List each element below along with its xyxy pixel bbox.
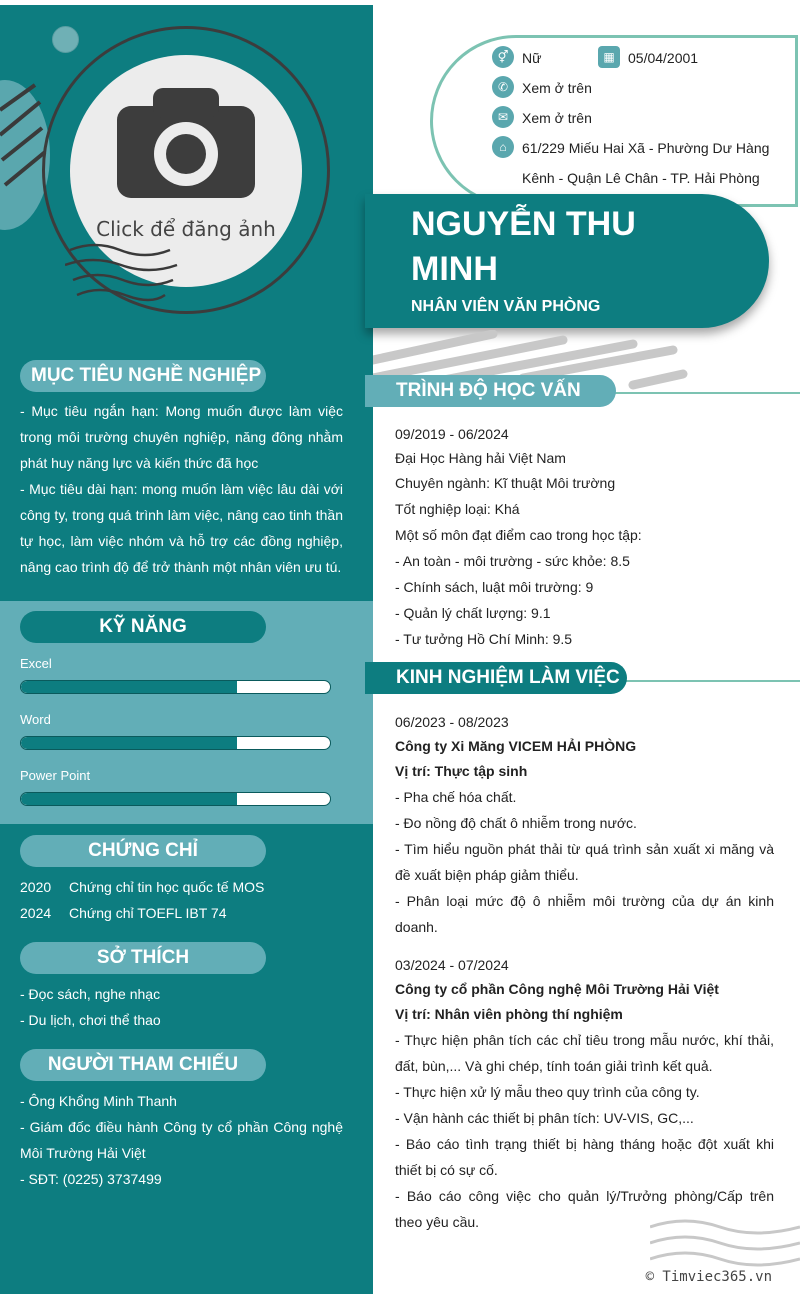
candidate-name (411, 202, 731, 292)
home-icon: ⌂ (492, 136, 514, 158)
footer-credit: © Timviec365.vn (645, 1269, 772, 1285)
certificate-year: 2020 (20, 879, 52, 895)
reference-item: - Giám đốc điều hành Công ty cổ phần Công nghệ Môi Trường Hải Việt (20, 1119, 343, 1161)
job-company: Công ty Xi Măng VICEM HẢI PHÒNG (395, 738, 637, 754)
references-heading (20, 1049, 266, 1081)
name-banner (365, 194, 769, 328)
contact-email: Xem ở trên (522, 110, 592, 126)
skill-label-excel: Excel (20, 656, 52, 671)
skill-label-powerpoint: Power Point (20, 768, 91, 783)
decorative-dot (52, 26, 79, 53)
skill-bar-fill (21, 681, 237, 693)
contact-gender: Nữ (522, 50, 542, 66)
experience-title: KINH NGHIỆM LÀM VIỆC (396, 667, 620, 688)
education-subject: - Tư tưởng Hồ Chí Minh: 9.5 (395, 631, 573, 647)
skills-title: KỸ NĂNG (99, 616, 187, 637)
name-line-1: NGUYỄN THU (411, 205, 636, 243)
certificate-row (20, 905, 227, 921)
education-subjects-intro: Một số môn đạt điểm cao trong học tập: (395, 527, 642, 543)
objective-text: - Mục tiêu ngắn hạn: Mong muốn được làm việc trong môi trường chuyên nghiệp, năng đông nhằm phát huy năng lực và kiến thức đã học - Mục tiêu dài hạn: mong muốn làm việc lâu dài với công ty, trong quá trình làm việc, nâng cao tinh thần tự học, làm việc nhóm và hỗ trợ các đồng nghiệp, nâng cao trình độ để trở thành một nhân viên ưu tú. (20, 403, 343, 575)
skills-heading (20, 611, 266, 643)
education-period: 09/2019 - 06/2024 (395, 426, 509, 442)
certificate-row (20, 879, 264, 895)
education-subject: - Quản lý chất lượng: 9.1 (395, 605, 551, 621)
job-task: - Tìm hiểu nguồn phát thải từ quá trình sản xuất xi măng và đề xuất biện pháp giảm thiểu. (395, 841, 774, 883)
certificates-heading (20, 835, 266, 867)
education-title: TRÌNH ĐỘ HỌC VẤN (396, 380, 581, 401)
job-company: Công ty cổ phần Công nghệ Môi Trường Hải Việt (395, 981, 719, 997)
hobby-item: - Du lịch, chơi thể thao (20, 1012, 161, 1028)
decorative-postmark-lines (65, 240, 185, 310)
job-task: - Vận hành các thiết bị phân tích: UV-VIS, GC,... (395, 1110, 694, 1126)
education-grade: Tốt nghiệp loại: Khá (395, 501, 520, 517)
hobbies-heading (20, 942, 266, 974)
gender-icon: ⚥ (492, 46, 514, 68)
skill-bar-fill (21, 793, 237, 805)
job-task: - Pha chế hóa chất. (395, 789, 517, 805)
hobby-item: - Đọc sách, nghe nhạc (20, 986, 161, 1002)
job-task: - Báo cáo công việc cho quản lý/Trưởng phòng/Cấp trên theo yêu cầu. (395, 1188, 774, 1230)
hobbies-title: SỞ THÍCH (96, 947, 190, 968)
job-task: - Đo nồng độ chất ô nhiễm trong nước. (395, 815, 637, 831)
certificates-title: CHỨNG CHỈ (88, 840, 198, 861)
name-line-2: MINH (411, 250, 498, 288)
education-subject: - An toàn - môi trường - sức khỏe: 8.5 (395, 553, 630, 569)
calendar-icon: ▦ (598, 46, 620, 68)
objective-heading (20, 360, 266, 392)
phone-icon: ✆ (492, 76, 514, 98)
skill-bar-powerpoint (20, 792, 331, 806)
camera-icon (117, 88, 255, 198)
reference-item: - SĐT: (0225) 3737499 (20, 1171, 162, 1187)
photo-upload-label: Click để đăng ảnh (96, 217, 276, 241)
job-task: - Phân loại mức độ ô nhiễm môi trường của dự án kinh doanh. (395, 893, 774, 935)
skill-bar-word (20, 736, 331, 750)
contact-dob: 05/04/2001 (628, 50, 699, 66)
references-title: NGƯỜI THAM CHIẾU (47, 1054, 239, 1075)
contact-address-line1: 61/229 Miếu Hai Xã - Phường Dư Hàng (522, 140, 770, 156)
education-heading (365, 375, 616, 407)
section-divider (600, 680, 800, 682)
certificate-name: Chứng chỉ tin học quốc tế MOS (69, 879, 265, 895)
education-major: Chuyên ngành: Kĩ thuật Môi trường (395, 475, 616, 491)
contact-address-line2: Kênh - Quận Lê Chân - TP. Hải Phòng (522, 170, 760, 186)
job-position: Vị trí: Thực tập sinh (395, 763, 528, 779)
job-task: - Thực hiện xử lý mẫu theo quy trình của công ty. (395, 1084, 700, 1100)
job-position: Vị trí: Nhân viên phòng thí nghiệm (395, 1006, 623, 1022)
certificate-name: Chứng chỉ TOEFL IBT 74 (69, 905, 227, 921)
skill-bar-excel (20, 680, 331, 694)
objective-title: MỤC TIÊU NGHỀ NGHIỆP (31, 365, 262, 386)
education-school: Đại Học Hàng hải Việt Nam (395, 450, 566, 466)
decorative-postmark-lines (650, 1215, 800, 1275)
education-subject: - Chính sách, luật môi trường: 9 (395, 579, 594, 595)
skill-bar-fill (21, 737, 237, 749)
contact-phone: Xem ở trên (522, 80, 592, 96)
job-task: - Báo cáo tình trạng thiết bị hàng tháng hoặc đột xuất khi thiết bị có sự cố. (395, 1136, 774, 1178)
candidate-role: NHÂN VIÊN VĂN PHÒNG (411, 298, 601, 315)
certificate-year: 2024 (20, 905, 52, 921)
job-task: - Thực hiện phân tích các chỉ tiêu trong mẫu nước, khí thải, đất, bùn,... Và ghi chép, tính toán giải trình kết quả. (395, 1032, 774, 1074)
job-period: 06/2023 - 08/2023 (395, 714, 509, 730)
skill-label-word: Word (20, 712, 51, 727)
job-period: 03/2024 - 07/2024 (395, 957, 509, 973)
reference-item: - Ông Khổng Minh Thanh (20, 1093, 177, 1109)
experience-heading (365, 662, 627, 694)
email-icon: ✉ (492, 106, 514, 128)
